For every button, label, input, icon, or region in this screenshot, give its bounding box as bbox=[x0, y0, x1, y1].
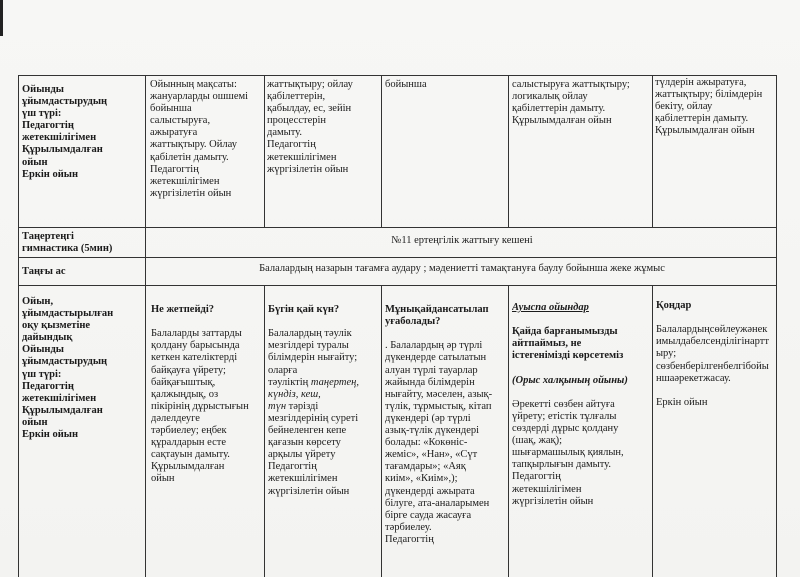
activity-col-2 bbox=[268, 292, 380, 498]
grid-line bbox=[18, 75, 19, 577]
activity-col-3-title: Мұнықайдансатылап уғаболады? bbox=[385, 304, 489, 328]
activity-col-5-body: Балалардыңсөйлеужәнек имылдабелсенділігінартт ыру; сөзбенберілгенбелгібойы ншаәрекетжасау. Еркін ойын bbox=[656, 324, 769, 408]
activity-col-2-body-a: Балалардың тәулік мезгілдері туралы білімдерін нығайту; оларға тәуліктің bbox=[268, 328, 358, 388]
row-header-breakfast: Таңғы ас bbox=[22, 266, 66, 277]
activity-col-2-body-b: тәрізді мезгілдерінің суреті бейнеленген кепе қағазын көрсету арқылы үйрету Педагогтің жетекшілігімен жүргізілетін ойын bbox=[268, 400, 359, 497]
activity-col-3 bbox=[385, 292, 507, 546]
activity-col-4-title-a: Ауыспа ойындар bbox=[512, 302, 589, 314]
row-header-game-org: Ойынды ұйымдастырудың үш түрі: Педагогтің жетекшілігімен Құрылымдалған ойын Еркін ойын bbox=[22, 84, 108, 180]
row-header-activity-prep: Ойын, ұйымдастырылған оқу қызметіне дайындық Ойынды ұйымдастырудың үш түрі: Педагогтің жетекшілігімен Құрылымдалған ойын Еркін ойын bbox=[22, 296, 114, 441]
game-org-col-4: салыстыруға жаттықтыру; логикалық ойлау қабілеттерін дамыту. Құрылымдалған ойын bbox=[512, 79, 630, 127]
page-edge-mark bbox=[0, 0, 3, 36]
grid-line bbox=[18, 285, 777, 286]
activity-col-3-body: . Балалардың әр түрлі дүкендерде сатылатын алуан түрлі тауарлар жайында білімдерін нығайту, мәселен, азық- түлік, тұрмыстық, кітап дүкендері (әр түрлі азық-түлік дүкендері болады: «Кокөніс- жеміс», «Нан», «Сүт тағамдары»; «Аяқ киім», «Киім»,); дүкендерді ажырата білуге, ата-аналарымен бірге саудa жасауға тәрбиелеу. Педагогтің bbox=[385, 340, 493, 545]
grid-line bbox=[18, 75, 777, 76]
grid-line bbox=[508, 285, 509, 577]
row-header-gymnastics: Таңертеңгі гимнастика (5мин) bbox=[22, 231, 113, 255]
game-org-col-5: түлдерін ажыратуға, жаттықтыру; білімдерін бекіту, ойлау қабілеттерін дамыту. Құрылымдалған ойын bbox=[655, 77, 763, 137]
activity-col-2-title: Бүгін қай күн? bbox=[268, 304, 340, 316]
activity-col-4-title-b: Қайда барғанымызды айтпаймыз, не істегенімізді көрсетеміз bbox=[512, 326, 624, 362]
activity-col-1-title: Не жетпейді? bbox=[151, 304, 214, 316]
grid-line bbox=[652, 285, 653, 577]
grid-line bbox=[18, 257, 777, 258]
grid-line bbox=[508, 75, 509, 227]
game-org-col-1: Ойынның мақсаты: жануарларды ошшемі бойынша салыстыруға, ажыратуға жаттықтыру. Ойлау қабілетін дамыту. Педагогтің жетекшілігімен жүргізілетін ойын bbox=[150, 79, 249, 199]
gymnastics-text: №11 ертеңгілік жаттығу кешені bbox=[391, 235, 533, 246]
grid-line bbox=[776, 75, 777, 577]
activity-col-4-title-c: (Орыс халқының ойыны) bbox=[512, 374, 628, 386]
activity-col-1-body: Балаларды заттарды қолдану барысында кеткен кателіктерді байқауға үйрету; байқағыштық, қалжыңдық, оз пікірінің дұрыстығын дәлелдеуге тәрбиелеу; еңбек құралдарын есте сақтауын дамыту. Құрылымдалған ойын bbox=[151, 328, 249, 485]
activity-col-5-title: Қоңдар bbox=[656, 300, 692, 312]
grid-line bbox=[264, 75, 265, 227]
game-org-col-3: бойынша bbox=[385, 79, 427, 90]
activity-col-4 bbox=[512, 290, 650, 508]
activity-col-2-body-italic: таңертең, күндіз, кеш, түн bbox=[268, 376, 359, 412]
grid-line bbox=[18, 227, 777, 228]
grid-line bbox=[381, 75, 382, 227]
breakfast-text: Балалардың назарын тағамға аудару ; мәдениетті тамақтануға баулу бойынша жеке жұмыс bbox=[259, 263, 665, 274]
grid-line bbox=[381, 285, 382, 577]
activity-col-5 bbox=[656, 288, 775, 409]
grid-line bbox=[652, 75, 653, 227]
activity-col-1 bbox=[151, 292, 263, 486]
activity-col-4-body: Әрекетті сөзбен айтуға үйрету; етістік тұлғалы сөздерді дұрыс қолдану (шақ, жақ); шығармашылық қиялын, тапқырлығын дамыту. Педагогтің жетекшілігімен жүргізілетін ойын bbox=[512, 398, 624, 507]
grid-line bbox=[264, 285, 265, 577]
grid-line bbox=[145, 75, 146, 577]
game-org-col-2: жаттықтыру; ойлау қабілеттерін, қабылдау, ес, зейін процесстерін дамыту. Педагогтің жетекшілігімен жүргізілетін ойын bbox=[267, 79, 353, 175]
